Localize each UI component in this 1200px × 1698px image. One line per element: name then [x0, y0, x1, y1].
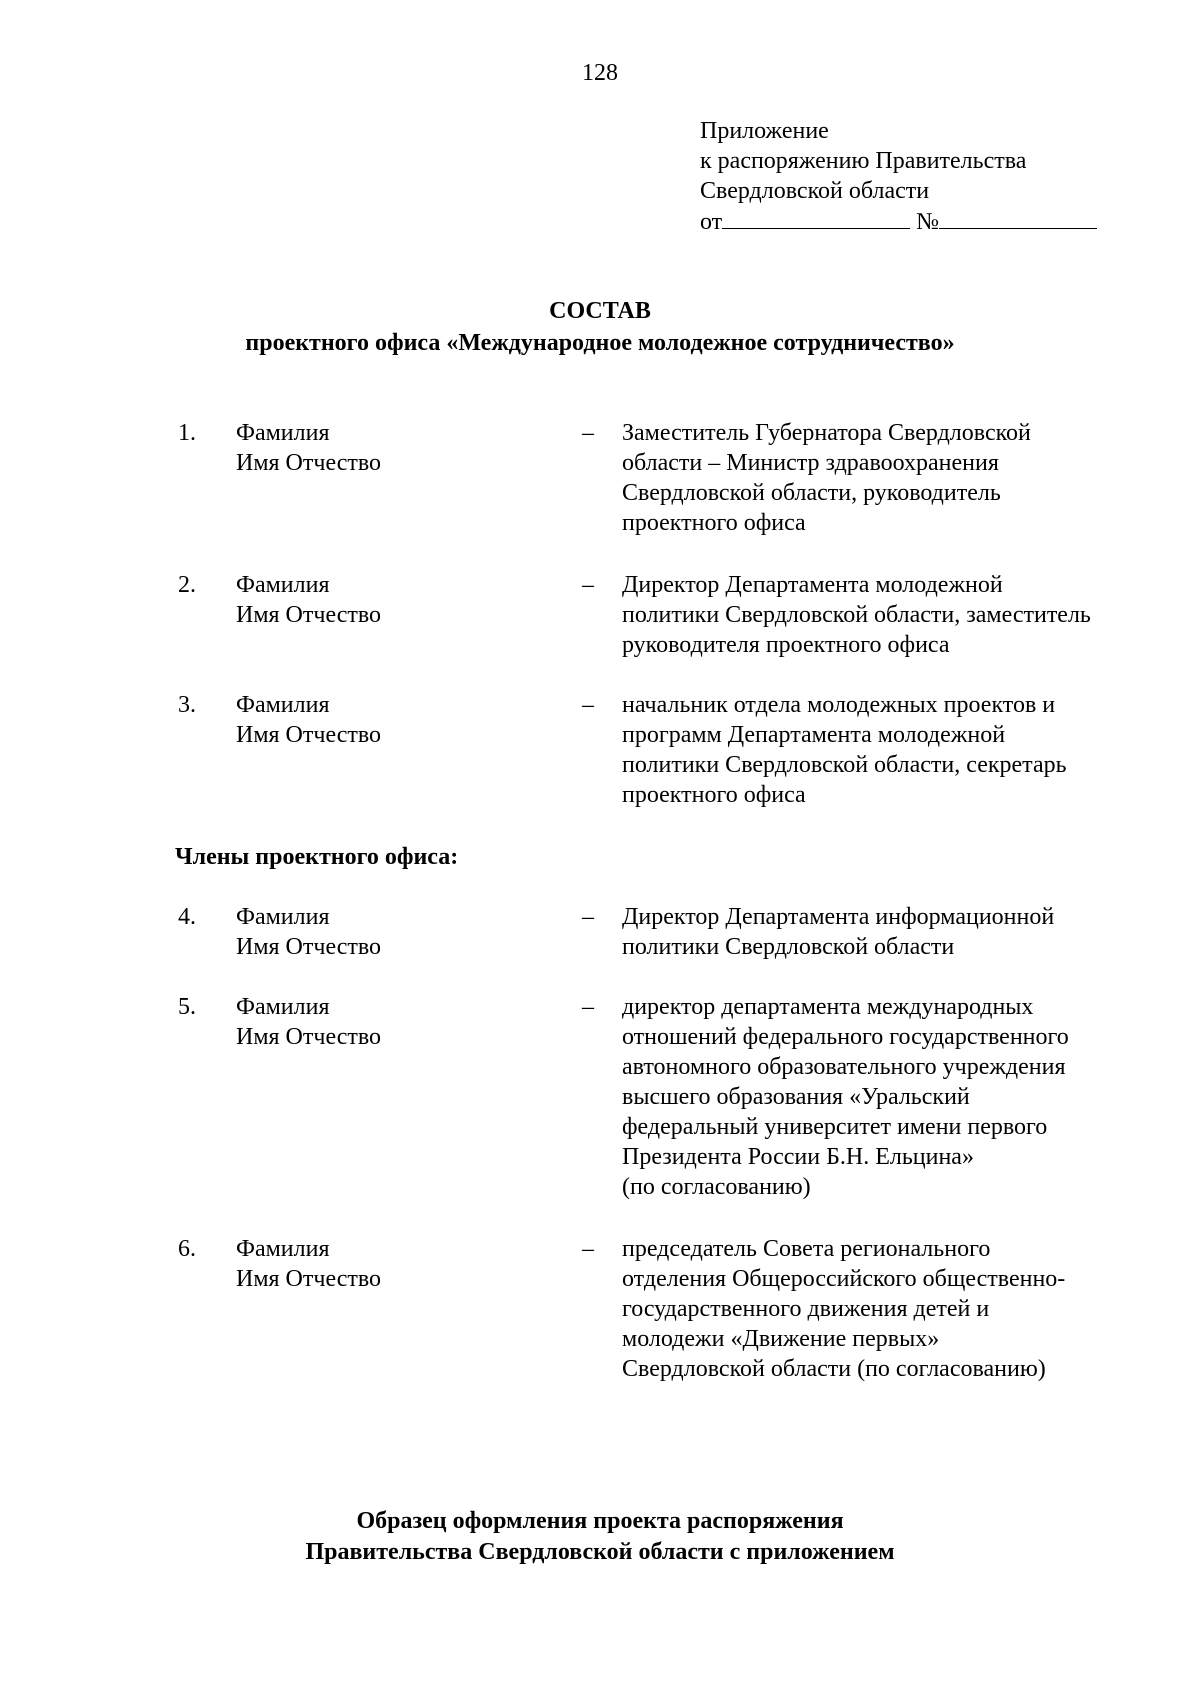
entry-dash: –: [582, 420, 594, 446]
entry-given-names: Имя Отчество: [236, 1266, 382, 1292]
entry-number: 6.: [178, 1236, 196, 1262]
entry-role: [622, 1234, 1162, 1384]
entry-given-names: Имя Отчество: [236, 722, 382, 748]
role-line: высшего образования «Уральский: [622, 1084, 970, 1110]
document-subtitle: проектного офиса «Международное молодежное сотрудничество»: [245, 330, 955, 356]
entry-dash: –: [582, 692, 594, 718]
entry-surname: Фамилия: [236, 994, 330, 1020]
entry-given-names: Имя Отчество: [236, 602, 382, 628]
entry-dash: –: [582, 994, 594, 1020]
role-line: области – Министр здравоохранения: [622, 450, 999, 476]
role-line: политики Свердловской области: [622, 934, 955, 960]
entry-given-names: Имя Отчество: [236, 450, 382, 476]
entry-role: [622, 418, 1162, 538]
entry-name: [236, 992, 566, 1052]
date-blank: [722, 206, 910, 229]
entry-dash: –: [582, 904, 594, 930]
appendix-line-2: к распоряжению Правительства: [700, 148, 1027, 174]
role-line: государственного движения детей и: [622, 1296, 990, 1322]
date-prefix: от: [700, 209, 723, 235]
role-line: Свердловской области (по согласованию): [622, 1356, 1046, 1382]
entry-given-names: Имя Отчество: [236, 934, 382, 960]
role-line: Свердловской области, руководитель: [622, 480, 1001, 506]
entry-number: 5.: [178, 994, 196, 1020]
role-line: председатель Совета регионального: [622, 1236, 991, 1262]
role-line: руководителя проектного офиса: [622, 632, 950, 658]
role-line: отделения Общероссийского общественно-: [622, 1266, 1066, 1292]
role-line: начальник отдела молодежных проектов и: [622, 692, 1056, 718]
entry-name: [236, 690, 566, 750]
number-blank: [939, 206, 1097, 229]
role-line: (по согласованию): [622, 1174, 811, 1200]
role-line: проектного офиса: [622, 782, 806, 808]
role-line: политики Свердловской области, заместитель: [622, 602, 1091, 628]
entry-name: [236, 418, 566, 478]
entry-role: [622, 570, 1162, 660]
role-line: политики Свердловской области, секретарь: [622, 752, 1067, 778]
entry-name: [236, 1234, 566, 1294]
role-line: директор департамента международных: [622, 994, 1034, 1020]
sample-caption-line-1: Образец оформления проекта распоряжения: [356, 1508, 844, 1534]
entry-number: 4.: [178, 904, 196, 930]
entry-surname: Фамилия: [236, 1236, 330, 1262]
role-line: Президента России Б.Н. Ельцина»: [622, 1144, 974, 1170]
role-line: проектного офиса: [622, 510, 806, 536]
appendix-line-1: Приложение: [700, 118, 829, 144]
entry-name: [236, 570, 566, 630]
role-line: федеральный университет имени первого: [622, 1114, 1048, 1140]
role-line: Директор Департамента молодежной: [622, 572, 1003, 598]
sample-caption-line-2: Правительства Свердловской области с приложением: [305, 1539, 895, 1565]
appendix-block: [700, 116, 1140, 237]
number-prefix: №: [916, 209, 940, 235]
entry-given-names: Имя Отчество: [236, 1024, 382, 1050]
entry-number: 1.: [178, 420, 196, 446]
appendix-date-number-line: [700, 206, 1140, 237]
entry-role: [622, 992, 1162, 1202]
entry-surname: Фамилия: [236, 420, 330, 446]
appendix-line-3: Свердловской области: [700, 178, 930, 204]
entry-number: 3.: [178, 692, 196, 718]
sample-caption: [0, 1506, 1200, 1568]
entry-number: 2.: [178, 572, 196, 598]
role-line: программ Департамента молодежной: [622, 722, 1006, 748]
role-line: отношений федерального государственного: [622, 1024, 1069, 1050]
entry-name: [236, 902, 566, 962]
entry-surname: Фамилия: [236, 692, 330, 718]
entry-dash: –: [582, 572, 594, 598]
entry-role: [622, 902, 1162, 962]
role-line: Заместитель Губернатора Свердловской: [622, 420, 1031, 446]
entry-role: [622, 690, 1162, 810]
role-line: молодежи «Движение первых»: [622, 1326, 940, 1352]
entry-dash: –: [582, 1236, 594, 1262]
role-line: Директор Департамента информационной: [622, 904, 1055, 930]
role-line: автономного образовательного учреждения: [622, 1054, 1066, 1080]
page-number: 128: [582, 60, 618, 86]
document-title: СОСТАВ: [549, 298, 651, 324]
entry-surname: Фамилия: [236, 904, 330, 930]
members-heading: Члены проектного офиса:: [175, 844, 459, 870]
entry-surname: Фамилия: [236, 572, 330, 598]
